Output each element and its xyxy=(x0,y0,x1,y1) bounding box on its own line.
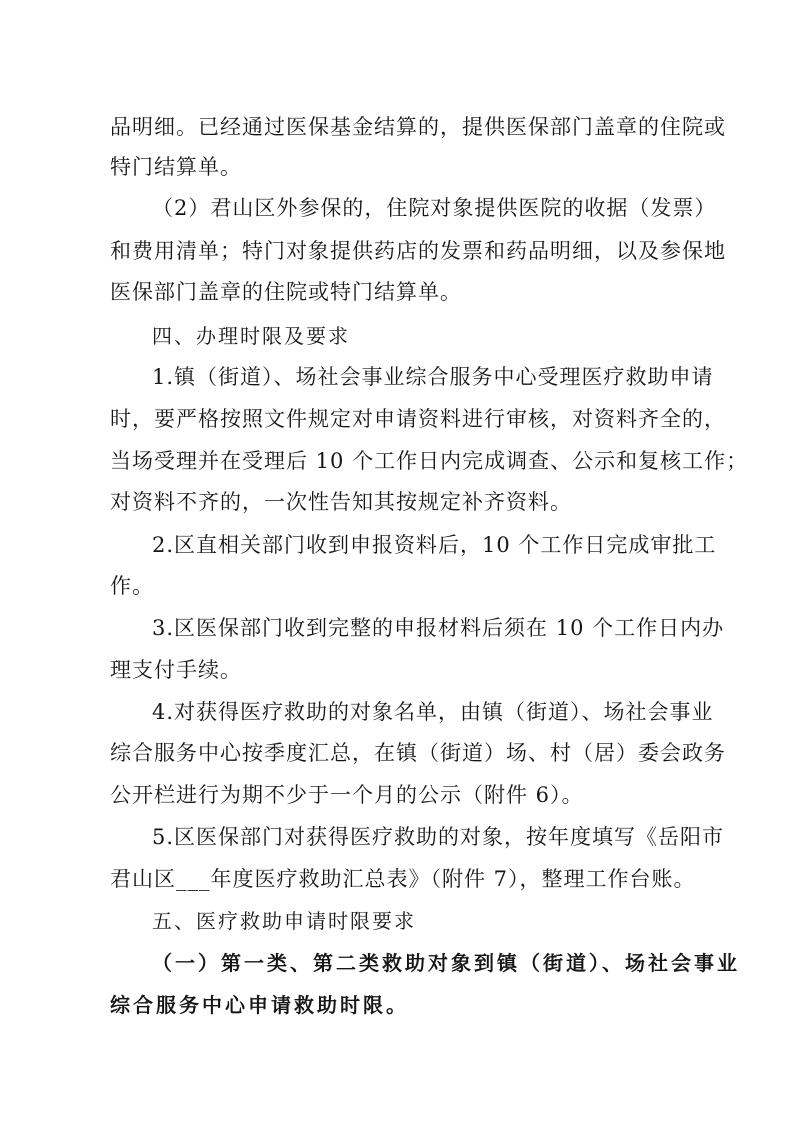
subsection-heading: 综合服务中心申请救助时限。 xyxy=(110,993,409,1017)
subsection-heading: （一）第一类、第二类救助对象到镇（街道）、场社会事业 xyxy=(152,951,740,975)
text-line: 品明细。已经通过医保基金结算的，提供医保部门盖章的住院或 xyxy=(110,115,726,139)
text-line: 4.对获得医疗救助的对象名单，由镇（街道）、场社会事业 xyxy=(152,700,714,724)
section-heading: 四、办理时限及要求 xyxy=(152,324,350,348)
text-line: 理支付手续。 xyxy=(110,658,242,682)
text-line: 和费用清单；特门对象提供药店的发票和药品明细，以及参保地 xyxy=(110,239,726,263)
text-line: 医保部门盖章的住院或特门结算单。 xyxy=(110,280,462,304)
text-line: 公开栏进行为期不少于一个月的公示（附件 6）。 xyxy=(110,783,584,807)
section-heading: 五、医疗救助申请时限要求 xyxy=(152,909,416,933)
text-line: （2）君山区外参保的，住院对象提供医院的收据（发票） xyxy=(152,196,717,220)
text-line: 特门结算单。 xyxy=(110,155,242,179)
text-line: 综合服务中心按季度汇总，在镇（街道）场、村（居）委会政务 xyxy=(110,741,726,765)
text-line: 君山区___年度医疗救助汇总表》（附件 7），整理工作台账。 xyxy=(110,867,696,891)
text-line: 1.镇（街道）、场社会事业综合服务中心受理医疗救助申请 xyxy=(152,365,714,389)
text-line: 3.区医保部门收到完整的申报材料后须在 10 个工作日内办 xyxy=(152,616,725,640)
text-line: 当场受理并在受理后 10 个工作日内完成调查、公示和复核工作； xyxy=(110,449,749,473)
text-line: 时，要严格按照文件规定对申请资料进行审核，对资料齐全的， xyxy=(110,407,726,431)
text-line: 对资料不齐的，一次性告知其按规定补齐资料。 xyxy=(110,490,572,514)
text-line: 5.区医保部门对获得医疗救助的对象，按年度填写《岳阳市 xyxy=(152,825,725,849)
text-line: 2.区直相关部门收到申报资料后，10 个工作日完成审批工 xyxy=(152,533,717,557)
text-line: 作。 xyxy=(110,574,154,598)
